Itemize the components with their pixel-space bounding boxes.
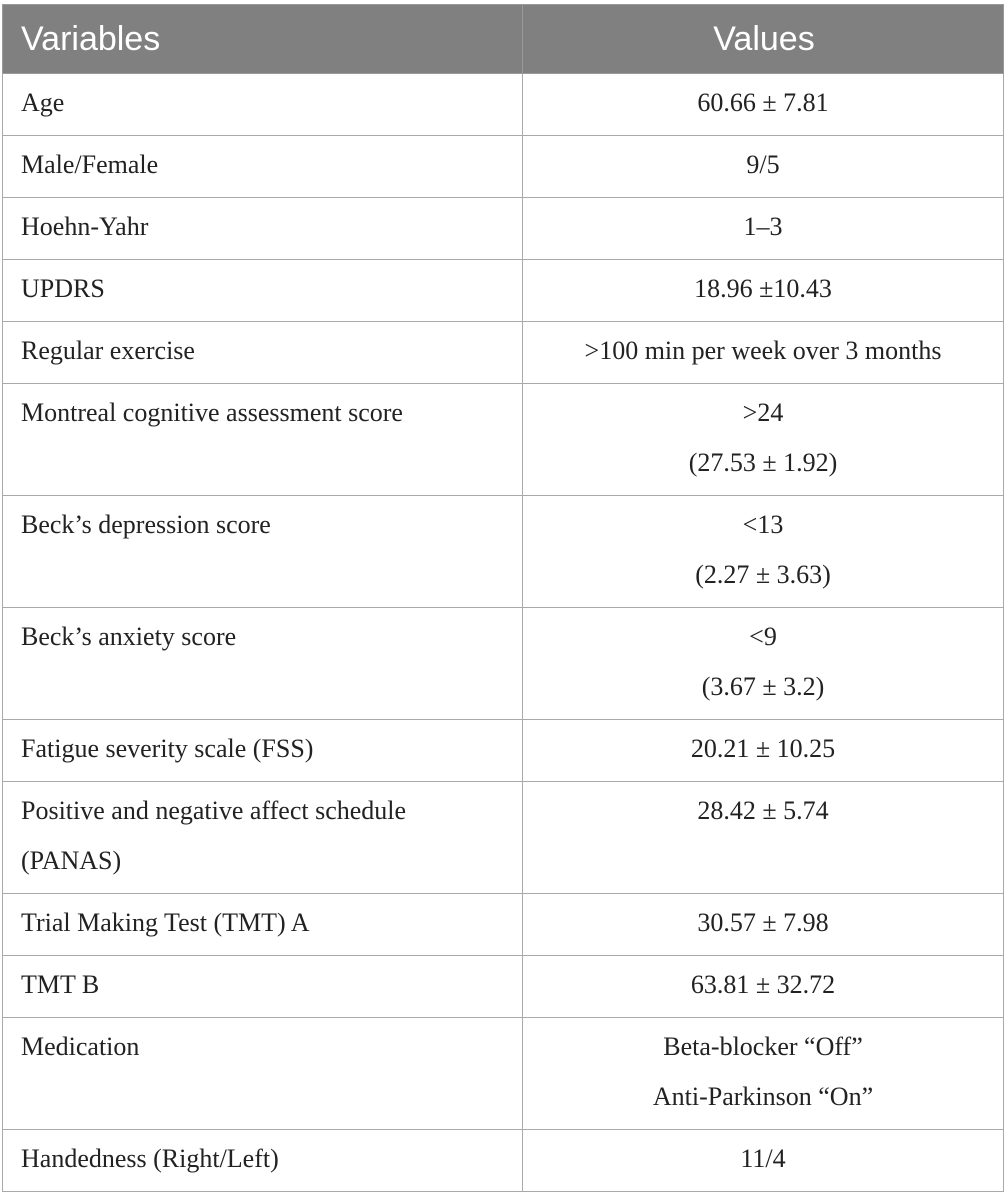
variable-cell: [3, 1018, 523, 1130]
variable-text: Handedness (Right/Left): [21, 1144, 279, 1173]
value-cell: [523, 384, 1004, 496]
table-row-sex: [3, 136, 1004, 198]
table-row-tmt-b: [3, 956, 1004, 1018]
variable-cell: [3, 1130, 523, 1192]
value-cell: [523, 136, 1004, 198]
table-row-panas: [3, 782, 1004, 894]
value-text: (27.53 ± 1.92): [688, 448, 838, 477]
value-cell: [523, 1018, 1004, 1130]
variable-text: UPDRS: [21, 274, 105, 303]
variable-cell: [3, 608, 523, 720]
value-text: 60.66 ± 7.81: [697, 88, 829, 117]
value-cell: [523, 782, 1004, 894]
variable-cell: [3, 956, 523, 1018]
table-row-fss: [3, 720, 1004, 782]
characteristics-table: [2, 4, 1004, 1192]
variable-cell: [3, 782, 523, 894]
value-text: 18.96 ±10.43: [694, 274, 832, 303]
value-text: >100 min per week over 3 months: [584, 336, 942, 365]
value-text: 11/4: [740, 1144, 786, 1173]
table-row-medication: [3, 1018, 1004, 1130]
table-row-bai: [3, 608, 1004, 720]
table-row-updrs: [3, 260, 1004, 322]
value-text: 63.81 ± 32.72: [690, 970, 836, 999]
variable-text: Positive and negative affect schedule: [21, 796, 407, 825]
table-row-hoehn-yahr: [3, 198, 1004, 260]
variable-cell: [3, 322, 523, 384]
header-values: Values: [523, 5, 1004, 74]
variable-cell: [3, 198, 523, 260]
variable-text: TMT B: [21, 970, 100, 999]
table-row-handedness: [3, 1130, 1004, 1192]
value-cell: [523, 720, 1004, 782]
variable-text: Regular exercise: [21, 336, 195, 365]
table-row-bdi: [3, 496, 1004, 608]
value-text: 9/5: [746, 150, 780, 179]
variable-text: Beck’s anxiety score: [21, 622, 237, 651]
variable-cell: [3, 496, 523, 608]
value-text: 20.21 ± 10.25: [690, 734, 836, 763]
variable-text: Age: [21, 88, 65, 117]
value-cell: [523, 1130, 1004, 1192]
variable-text: Male/Female: [21, 150, 159, 179]
variable-text: Montreal cognitive assessment score: [21, 398, 403, 427]
value-text: Beta-blocker “Off”: [663, 1032, 863, 1061]
value-cell: [523, 608, 1004, 720]
table-row-exercise: [3, 322, 1004, 384]
header-variables: Variables: [3, 5, 523, 74]
value-text: <9: [749, 622, 777, 651]
value-cell: [523, 956, 1004, 1018]
variable-cell: [3, 260, 523, 322]
value-text: 1–3: [743, 212, 783, 241]
variable-cell: [3, 894, 523, 956]
table-row-tmt-a: [3, 894, 1004, 956]
variable-text: (PANAS): [21, 846, 122, 875]
table-row-moca: [3, 384, 1004, 496]
variable-cell: [3, 720, 523, 782]
value-cell: [523, 74, 1004, 136]
variable-text: Medication: [21, 1032, 140, 1061]
variable-cell: [3, 136, 523, 198]
value-cell: [523, 496, 1004, 608]
value-text: (3.67 ± 3.2): [701, 672, 825, 701]
table-header-row: [3, 5, 1004, 74]
variable-text: Fatigue severity scale (FSS): [21, 734, 314, 763]
variable-text: Trial Making Test (TMT) A: [21, 908, 310, 937]
value-text: (2.27 ± 3.63): [695, 560, 831, 589]
value-cell: [523, 322, 1004, 384]
value-text: 28.42 ± 5.74: [697, 796, 829, 825]
value-text: >24: [742, 398, 784, 427]
table-row-age: [3, 74, 1004, 136]
variable-cell: [3, 384, 523, 496]
variable-text: Hoehn-Yahr: [21, 212, 149, 241]
value-cell: [523, 260, 1004, 322]
value-cell: [523, 198, 1004, 260]
variable-text: Beck’s depression score: [21, 510, 271, 539]
value-text: Anti-Parkinson “On”: [652, 1082, 874, 1111]
value-text: <13: [742, 510, 784, 539]
value-cell: [523, 894, 1004, 956]
value-text: 30.57 ± 7.98: [697, 908, 829, 937]
variable-cell: [3, 74, 523, 136]
